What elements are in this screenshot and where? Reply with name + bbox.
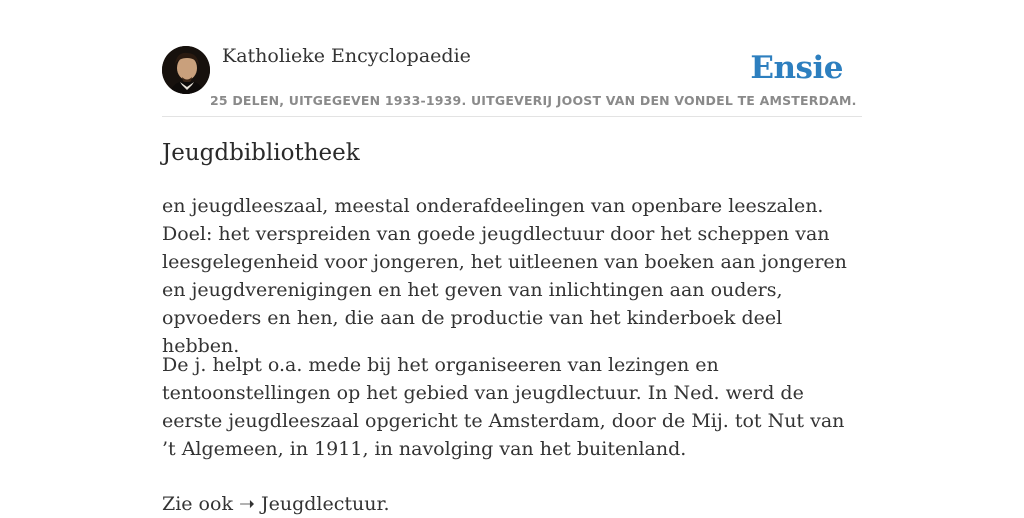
see-also-suffix: . (383, 493, 390, 515)
article-paragraph-1: en jeugdleeszaal, meestal onderafdeelingen van openbare leeszalen. Doel: het verspreiden van goede jeugdlectuur door het scheppen van leesgelegenheid voor jongeren, het uitleenen van boeken aan jongeren en jeugdverenigingen en het geven van inlichtingen aan ouders, opvoeders en hen, die aan de productie van het kinderboek deel hebben. (162, 195, 847, 357)
arrow-right-icon: ➝ (239, 493, 255, 515)
site-subtitle: 25 DELEN, UITGEGEVEN 1933-1939. UITGEVERIJ JOOST VAN DEN VONDEL TE AMSTERDAM. (210, 93, 857, 108)
see-also (162, 490, 390, 518)
article-paragraph-2: De j. helpt o.a. mede bij het organiseeren van lezingen en tentoonstellingen op het gebied van jeugdlectuur. In Ned. werd de eerste jeugdleeszaal opgericht te Amsterdam, door de Mij. tot Nut van ’t Algemeen, in 1911, in navolging van het buitenland. (162, 354, 845, 460)
ensie-logo-link[interactable]: Ensie (750, 50, 843, 86)
page-container (162, 0, 862, 515)
see-also-prefix: Zie ook (162, 493, 239, 515)
see-also-link[interactable]: Jeugdlectuur (260, 493, 384, 515)
page-header (162, 0, 862, 117)
portrait-avatar-icon[interactable] (162, 46, 210, 94)
article-title: Jeugdbibliotheek (162, 140, 360, 166)
site-title[interactable]: Katholieke Encyclopaedie (222, 45, 471, 67)
